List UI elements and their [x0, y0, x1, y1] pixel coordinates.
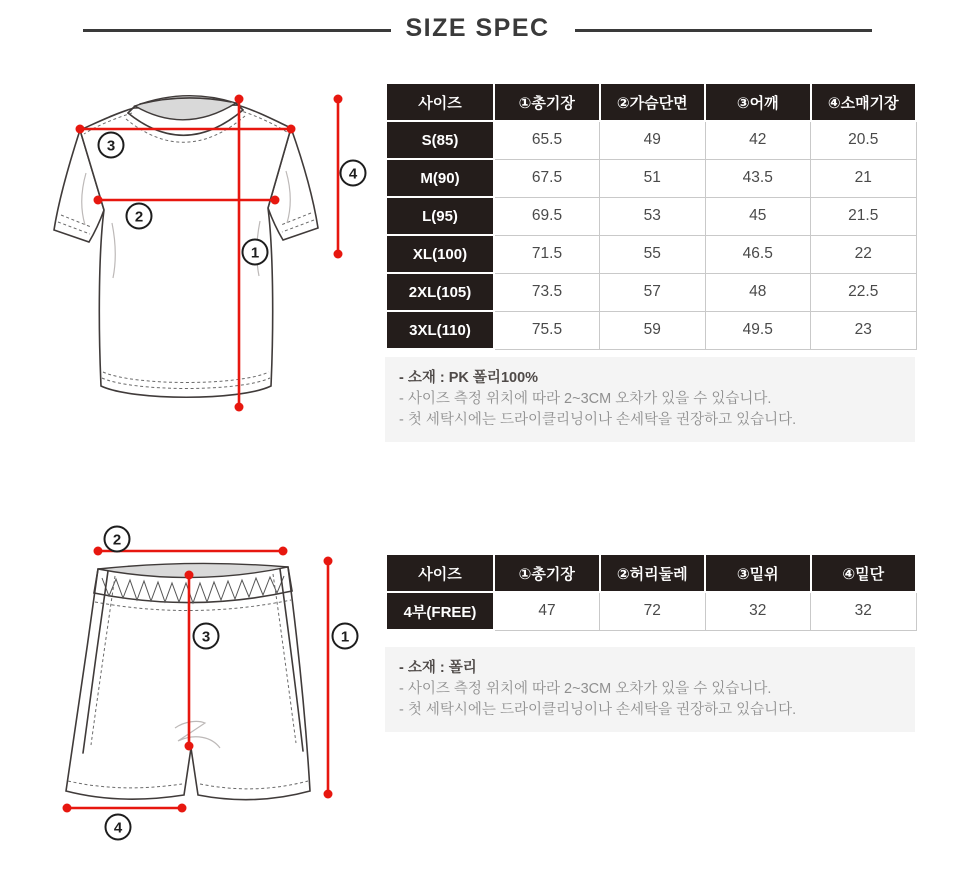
svg-text:4: 4 [348, 165, 358, 183]
measure-label-2 [127, 204, 152, 229]
svg-text:2: 2 [134, 208, 144, 226]
shirt-size-table [385, 82, 917, 350]
svg-text:2: 2 [112, 531, 122, 549]
measure-label-3 [99, 133, 124, 158]
note-line: - 사이즈 측정 위치에 따라 2~3CM 오차가 있을 수 있습니다. [399, 391, 772, 407]
column-header: ④밑단 [811, 554, 917, 592]
value-cell: 20.5 [811, 121, 917, 159]
svg-text:3: 3 [106, 137, 116, 155]
table-row [386, 121, 916, 159]
value-cell: 55 [600, 235, 706, 273]
size-cell: S(85) [386, 121, 494, 159]
column-header: ②허리둘레 [600, 554, 706, 592]
value-cell: 65.5 [494, 121, 600, 159]
column-header: ③밑위 [705, 554, 811, 592]
value-cell: 71.5 [494, 235, 600, 273]
size-cell: 2XL(105) [386, 273, 494, 311]
title-rule-right [575, 29, 872, 32]
note-line: - 첫 세탁시에는 드라이클리닝이나 손세탁을 권장하고 있습니다. [399, 412, 797, 428]
value-cell: 67.5 [494, 159, 600, 197]
value-cell: 51 [600, 159, 706, 197]
value-cell: 49.5 [705, 311, 811, 349]
page-title: SIZE SPEC [405, 14, 550, 42]
value-cell: 21 [811, 159, 917, 197]
shorts-size-table [385, 553, 917, 631]
column-header: ①총기장 [494, 83, 600, 121]
note-line: - 사이즈 측정 위치에 따라 2~3CM 오차가 있을 수 있습니다. [399, 681, 772, 697]
column-header: ①총기장 [494, 554, 600, 592]
value-cell: 32 [705, 592, 811, 630]
value-cell: 45 [705, 197, 811, 235]
value-cell: 48 [705, 273, 811, 311]
tshirt-diagram [28, 73, 378, 423]
value-cell: 72 [600, 592, 706, 630]
value-cell: 32 [811, 592, 917, 630]
value-cell: 69.5 [494, 197, 600, 235]
value-cell: 57 [600, 273, 706, 311]
note-line: - 소재 : PK 폴리100% [399, 370, 539, 386]
svg-text:1: 1 [340, 628, 350, 646]
size-cell: XL(100) [386, 235, 494, 273]
value-cell: 53 [600, 197, 706, 235]
table-row [386, 311, 916, 349]
shorts-diagram [40, 523, 370, 843]
column-header: ③어깨 [705, 83, 811, 121]
svg-text:3: 3 [201, 628, 211, 646]
value-cell: 22.5 [811, 273, 917, 311]
table-header-row [386, 83, 916, 121]
table-header-row [386, 554, 916, 592]
table-row [386, 273, 916, 311]
value-cell: 42 [705, 121, 811, 159]
measure-label-3 [194, 624, 219, 649]
value-cell: 73.5 [494, 273, 600, 311]
size-cell: L(95) [386, 197, 494, 235]
column-header: 사이즈 [386, 83, 494, 121]
measure-label-4 [341, 161, 366, 186]
table-row [386, 197, 916, 235]
value-cell: 47 [494, 592, 600, 630]
column-header: 사이즈 [386, 554, 494, 592]
value-cell: 43.5 [705, 159, 811, 197]
column-header: ②가슴단면 [600, 83, 706, 121]
shirt-notes [385, 357, 915, 442]
shorts-notes [385, 647, 915, 732]
size-cell: M(90) [386, 159, 494, 197]
size-cell: 3XL(110) [386, 311, 494, 349]
size-cell: 4부(FREE) [386, 592, 494, 630]
value-cell: 75.5 [494, 311, 600, 349]
table-row [386, 592, 916, 630]
svg-text:1: 1 [250, 244, 260, 262]
measure-label-1 [243, 240, 268, 265]
measure-label-4 [106, 815, 131, 840]
measure-label-1 [333, 624, 358, 649]
value-cell: 22 [811, 235, 917, 273]
column-header: ④소매기장 [811, 83, 917, 121]
value-cell: 49 [600, 121, 706, 159]
value-cell: 23 [811, 311, 917, 349]
value-cell: 21.5 [811, 197, 917, 235]
note-line: - 소재 : 폴리 [399, 660, 477, 676]
table-row [386, 235, 916, 273]
value-cell: 59 [600, 311, 706, 349]
value-cell: 46.5 [705, 235, 811, 273]
table-row [386, 159, 916, 197]
svg-text:4: 4 [113, 819, 123, 837]
note-line: - 첫 세탁시에는 드라이클리닝이나 손세탁을 권장하고 있습니다. [399, 702, 797, 718]
measure-label-2 [105, 527, 130, 552]
